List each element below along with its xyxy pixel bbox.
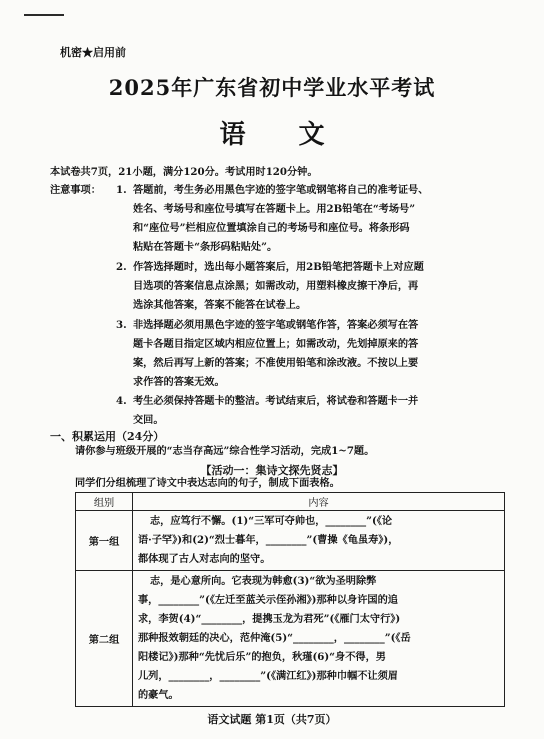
content-line: 事，________”(《左迁至蓝关示侄孙湘》)那种以身许国的追	[138, 594, 398, 606]
note-line: 非选择题必须用黑色字迹的签字笔或钢笔作答，答案必须写在答	[133, 319, 419, 331]
note-number: 2.	[116, 261, 127, 273]
note-line: 题卡各题目指定区域内相应位置上；如需改动，先划掉原来的答	[133, 338, 419, 350]
note-line: 和“座位号”栏相应位置填涂自己的考场号和座位号。将条形码	[133, 222, 410, 234]
content-line: 阳楼记》)那种“先忧后乐”的抱负，秋瑾(6)“身不得，男	[138, 651, 386, 663]
content-line: 儿列，________，________”(《满江红》)那种巾帼不让须眉	[138, 670, 398, 682]
content-line: 语·子罕》)和(2)“烈士暮年，________”(曹操《龟虽寿》)，	[138, 534, 399, 546]
note-line: 求作答的答案无效。	[133, 376, 225, 388]
scan-mark	[24, 14, 64, 16]
note-line: 作答选择题时，选出每小题答案后，用2B铅笔把答题卡上对应题	[133, 261, 424, 273]
note-line: 选涂其他答案，答案不能答在试卷上。	[133, 299, 307, 311]
table-intro: 同学们分组梳理了诗文中表达志向的句子，制成下面表格。	[75, 477, 340, 489]
note-line: 姓名、考场号和座位号填写在答题卡上。用2B铅笔在“考场号”	[133, 203, 416, 215]
exam-intro: 本试卷共7页，21小题，满分120分。考试用时120分钟。	[50, 166, 318, 178]
notes-label: 注意事项：	[50, 184, 101, 196]
note-number: 1.	[116, 184, 127, 196]
content-table	[75, 492, 505, 707]
content-line: 的豪气。	[138, 689, 179, 701]
exam-title: 2025年广东省初中学业水平考试	[108, 75, 436, 100]
column-header-content: 内容	[133, 493, 505, 511]
page-footer: 语文试题 第1页（共7页）	[207, 713, 337, 726]
note-line: 答题前，考生务必用黑色字迹的签字笔或钢笔将自己的准考证号、	[133, 184, 429, 196]
table-row	[76, 571, 505, 707]
content-line: 求，李贺(4)“________，提携玉龙为君死”(《雁门太守行》)	[138, 613, 401, 625]
section-instruction: 请你参与班级开展的“志当存高远”综合性学习活动，完成1~7题。	[75, 445, 375, 457]
confidential-label: 机密★启用前	[60, 46, 126, 59]
subject-title: 语 文	[219, 120, 347, 150]
content-line: 那种报效朝廷的决心，范仲淹(5)“________，________”(《岳	[138, 632, 411, 644]
table-row	[76, 511, 505, 571]
group-cell: 第一组	[76, 511, 133, 571]
column-header-group: 组别	[76, 493, 133, 511]
content-cell	[133, 511, 505, 571]
note-line: 交回。	[133, 414, 164, 426]
group-cell: 第二组	[76, 571, 133, 707]
table-header-row	[76, 493, 505, 511]
note-line: 目选项的答案信息点涂黑；如需改动，用塑料橡皮擦干净后，再	[133, 280, 419, 292]
content-line: 志，应笃行不懈。(1)“三军可夺帅也，________”(《论	[150, 515, 393, 527]
note-line: 考生必须保持答题卡的整洁。考试结束后，将试卷和答题卡一并	[133, 395, 419, 407]
content-line: 志，是心意所向。它表现为韩愈(3)“欲为圣明除弊	[150, 575, 377, 587]
section-heading: 一、积累运用（24分）	[50, 430, 165, 443]
note-number: 3.	[116, 319, 127, 331]
note-number: 4.	[116, 395, 127, 407]
content-cell	[133, 571, 505, 707]
note-line: 粘贴在答题卡“条形码粘贴处”。	[133, 241, 278, 253]
activity-title: 【活动一：集诗文探先贤志】	[200, 464, 344, 477]
content-line: 都体现了古人对志向的坚守。	[138, 553, 271, 565]
note-line: 案，然后再写上新的答案；不准使用铅笔和涂改液。不按以上要	[133, 357, 419, 369]
